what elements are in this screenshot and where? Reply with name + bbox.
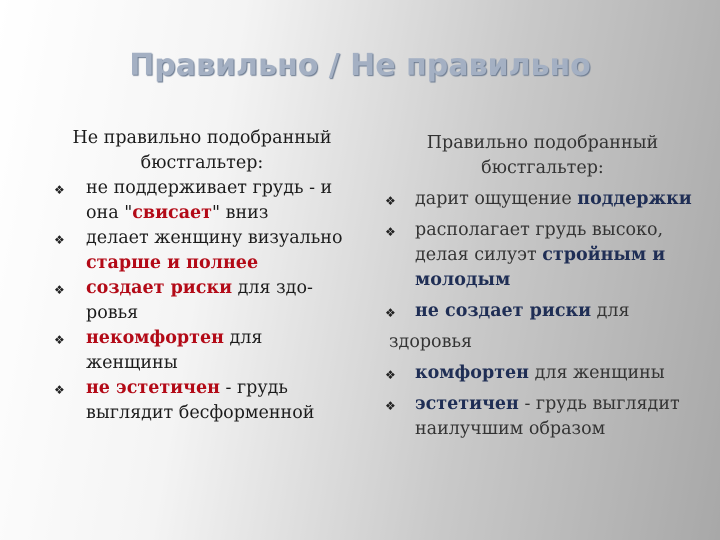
diamond-bullet-icon: ❖ (54, 283, 65, 297)
list-item (52, 276, 352, 326)
incorrect-heading: Не правильно подобранный бюстгальтер: (72, 128, 332, 173)
item-emphasis: свисает (132, 203, 213, 223)
item-continuation: здоровья (389, 332, 473, 352)
diamond-bullet-icon: ❖ (385, 306, 396, 320)
list-item (52, 376, 352, 426)
diamond-bullet-icon: ❖ (385, 194, 396, 208)
item-text: располагает грудь высоко, делая силуэт (415, 220, 664, 265)
item-emphasis: создает риски (86, 278, 233, 298)
item-emphasis: не создает риски (415, 301, 592, 321)
list-item (385, 361, 700, 386)
item-text: делает женщину визуально (86, 228, 343, 248)
item-emphasis: стройным и молодым (415, 245, 666, 290)
list-item (52, 326, 352, 376)
diamond-bullet-icon: ❖ (54, 183, 65, 197)
incorrect-column (52, 126, 352, 426)
item-text: для женщины (86, 328, 263, 373)
item-text: " вниз (212, 203, 269, 223)
item-emphasis: некомфортен (86, 328, 224, 348)
item-text: - грудь выглядит наилучшим образом (415, 394, 680, 439)
list-item (385, 187, 700, 212)
item-text: не поддерживает грудь - и она " (86, 178, 333, 223)
diamond-bullet-icon: ❖ (54, 383, 65, 397)
correct-column (385, 131, 700, 442)
list-item (52, 226, 352, 276)
list-item (385, 218, 700, 293)
item-emphasis: старше и полнее (86, 253, 259, 273)
item-emphasis: комфортен (415, 363, 529, 383)
item-emphasis: поддержки (577, 189, 692, 209)
diamond-bullet-icon: ❖ (54, 233, 65, 247)
diamond-bullet-icon: ❖ (54, 333, 65, 347)
diamond-bullet-icon: ❖ (385, 225, 396, 239)
item-text: для женщины (529, 363, 665, 383)
item-emphasis: эстетичен (415, 394, 519, 414)
list-item (52, 176, 352, 226)
list-item (385, 392, 700, 442)
list-item (385, 299, 700, 324)
item-text: для здо-ровья (86, 278, 313, 323)
item-text: для (591, 301, 630, 321)
item-text: дарит ощущение (415, 189, 578, 209)
page-title: Правильно / Не правильно (129, 48, 591, 83)
diamond-bullet-icon: ❖ (385, 368, 396, 382)
item-emphasis: не эстетичен (86, 378, 220, 398)
item-text: - грудь выглядит бесформенной (86, 378, 315, 423)
correct-heading: Правильно подобранный бюстгальтер: (426, 133, 659, 178)
diamond-bullet-icon: ❖ (385, 399, 396, 413)
